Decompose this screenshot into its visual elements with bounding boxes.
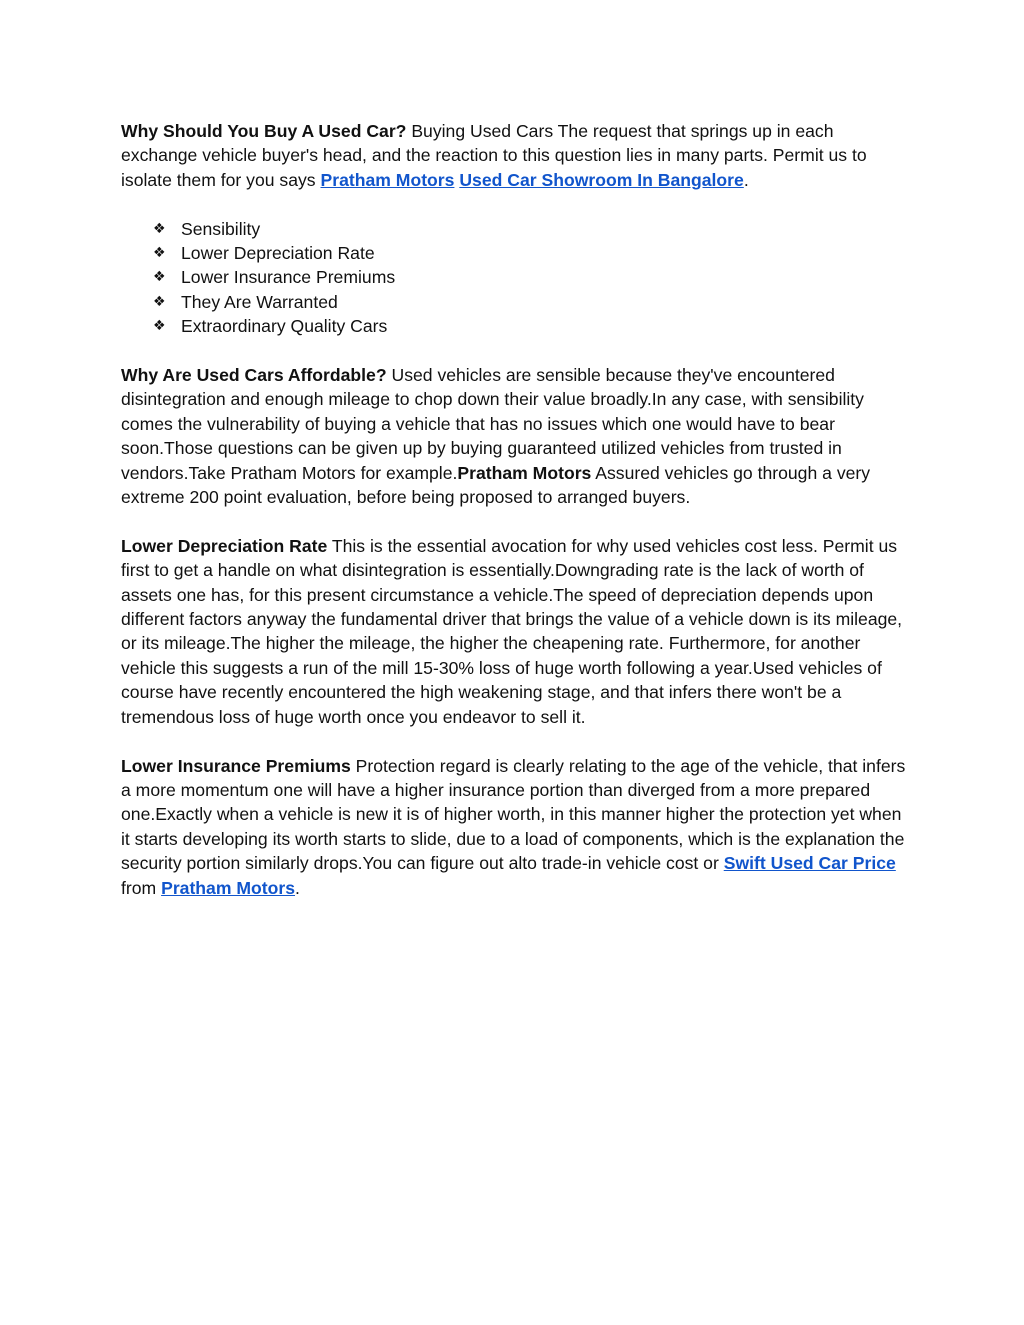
- list-item: [153, 290, 911, 314]
- depreciation-text: This is the essential avocation for why used vehicles cost less. Permit us first to get a handle on what disintegration is essentially.Downgrading rate is the lack of worth of assets one has, for this present circumstance a vehicle.The speed of depreciation depends upon different factors anyway the fundamental driver that brings the value of a vehicle down is its mileage, or its mileage.The higher the mileage, the higher the cheapening rate. Furthermore, for another vehicle this suggests a run of the mill 15-30% loss of huge worth following a year.Used vehicles of course have recently encountered the high weakening stage, and that infers there won't be a tremendous loss of huge worth once you endeavor to sell it.: [121, 535, 903, 727]
- diamond-bullet-icon: ❖: [153, 293, 166, 310]
- features-list: [121, 217, 911, 339]
- document-page: [121, 119, 911, 924]
- affordable-paragraph: [121, 363, 911, 509]
- diamond-bullet-icon: ❖: [153, 245, 166, 262]
- list-item-label: Lower Depreciation Rate: [181, 243, 375, 264]
- insurance-paragraph: [121, 754, 911, 900]
- intro-end: .: [743, 169, 749, 190]
- insurance-heading: Lower Insurance Premiums: [121, 755, 351, 776]
- list-item-label: Sensibility: [181, 218, 261, 239]
- swift-used-car-price-link[interactable]: Swift Used Car Price: [723, 853, 896, 874]
- depreciation-paragraph: [121, 534, 911, 729]
- insurance-mid: from: [121, 877, 162, 898]
- intro-text: Buying Used Cars The request that springs up in each exchange vehicle buyer's head, and the reaction to this question lies in many parts. Permit us to isolate them for you says: [121, 121, 867, 190]
- insurance-end: .: [295, 877, 300, 898]
- list-item: [153, 217, 911, 241]
- insurance-text: Protection regard is clearly relating to the age of the vehicle, that infers a more momentum one will have a higher insurance portion than diverged from a more prepared one.Exactly when a vehicle is new it is of higher worth, in this manner higher the protection yet when it starts developing its worth starts to slide, due to a load of components, which is the explanation the security portion similarly drops.You can figure out alto trade-in vehicle cost or: [121, 755, 906, 874]
- pratham-motors-link[interactable]: Pratham Motors: [320, 169, 455, 190]
- diamond-bullet-icon: ❖: [153, 220, 166, 237]
- list-item: [153, 314, 911, 338]
- list-item: [153, 265, 911, 289]
- affordable-heading: Why Are Used Cars Affordable?: [121, 365, 387, 386]
- list-item: [153, 241, 911, 265]
- list-item-label: Lower Insurance Premiums: [181, 267, 396, 288]
- used-car-showroom-link[interactable]: Used Car Showroom In Bangalore: [459, 169, 744, 190]
- affordable-text-2: Assured vehicles go through a very extreme 200 point evaluation, before being proposed to arranged buyers.: [121, 462, 871, 508]
- intro-paragraph: [121, 119, 911, 192]
- depreciation-heading: Lower Depreciation Rate: [121, 535, 328, 556]
- list-item-label: They Are Warranted: [181, 291, 338, 312]
- intro-heading: Why Should You Buy A Used Car?: [121, 121, 407, 141]
- affordable-bold: Pratham Motors: [457, 462, 592, 483]
- diamond-bullet-icon: ❖: [153, 269, 166, 286]
- list-item-label: Extraordinary Quality Cars: [181, 316, 388, 337]
- pratham-motors-link[interactable]: Pratham Motors: [161, 877, 296, 898]
- diamond-bullet-icon: ❖: [153, 318, 166, 335]
- affordable-text-1: Used vehicles are sensible because they've encountered disintegration and enough mileage to chop down their value broadly.In any case, with sensibility comes the vulnerability of buying a vehicle that has no issues which one would have to bear soon.Those questions can be given up by buying guaranteed utilized vehicles from trusted in vendors.Take Pratham Motors for example.: [121, 365, 864, 483]
